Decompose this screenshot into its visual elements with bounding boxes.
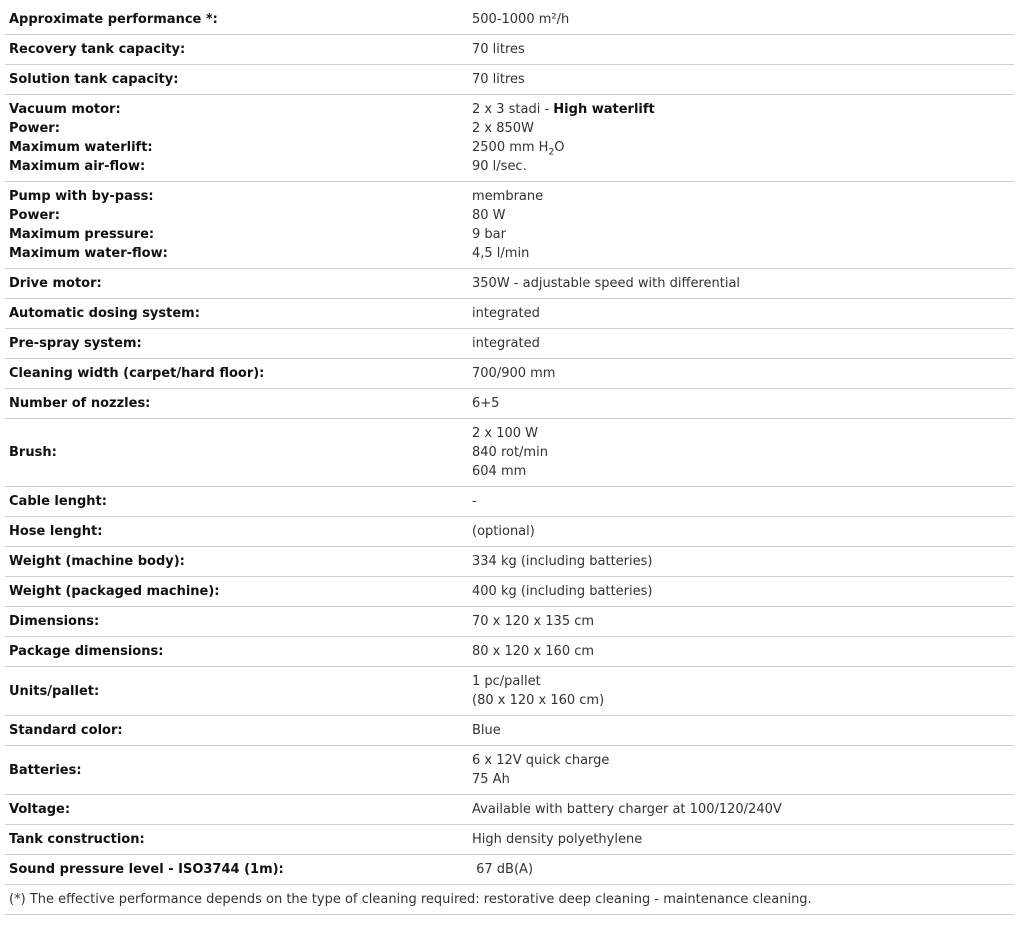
spec-value-cell [463,716,1014,746]
spec-label: Maximum water-flow: [9,246,168,261]
footnote: (*) The effective performance depends on the type of cleaning required: restorative deep cleaning - maintenance cleaning. [5,885,1014,915]
spec-label: Package dimensions: [9,644,164,659]
spec-value [472,138,1010,157]
spec-value-cell [463,95,1014,182]
spec-value-cell [463,825,1014,855]
spec-value-cell [463,389,1014,419]
spec-label-cell [5,577,463,607]
footnote-row [5,885,1014,915]
spec-label: Units/pallet: [9,683,100,699]
spec-label-cell [5,825,463,855]
waterlift-value: 2500 mm H [472,140,549,155]
spec-row [5,855,1014,885]
spec-row [5,637,1014,667]
spec-row [5,5,1014,35]
spec-row [5,182,1014,269]
spec-row [5,389,1014,419]
spec-value: 70 litres [472,42,525,57]
spec-value: integrated [472,336,540,351]
spec-row [5,419,1014,487]
spec-label: Power: [9,208,60,223]
spec-label-cell [5,637,463,667]
spec-value-cell [463,5,1014,35]
spec-value-cell [463,65,1014,95]
spec-row [5,547,1014,577]
spec-label: Approximate performance *: [9,12,218,27]
spec-label-cell [5,269,463,299]
spec-value-cell [463,637,1014,667]
spec-label-cell [5,95,463,182]
spec-value: 2 x 850W [472,121,534,136]
spec-label-cell [5,517,463,547]
spec-label-cell [5,419,463,487]
spec-label: Automatic dosing system: [9,306,200,321]
spec-value-cell [463,299,1014,329]
spec-row [5,746,1014,795]
spec-value-cell [463,795,1014,825]
spec-row [5,517,1014,547]
spec-value-cell [463,359,1014,389]
spec-value-cell [463,487,1014,517]
spec-value-cell [463,667,1014,716]
spec-label-cell [5,299,463,329]
spec-label-cell [5,487,463,517]
spec-value-cell [463,577,1014,607]
spec-label-cell [5,329,463,359]
spec-label-cell [5,359,463,389]
spec-value: 67 dB(A) [472,862,534,877]
spec-row [5,716,1014,746]
spec-label: Dimensions: [9,614,100,629]
spec-value: Available with battery charger at 100/120/240V [472,802,782,817]
spec-value: (optional) [472,524,535,539]
spec-label-cell [5,5,463,35]
spec-label: Batteries: [9,762,82,778]
spec-label: Brush: [9,445,57,460]
spec-label-cell [5,855,463,885]
spec-row [5,95,1014,182]
vacuum-waterlift-type: High waterlift [553,102,655,117]
spec-value: 80 x 120 x 160 cm [472,644,595,659]
spec-value: 4,5 l/min [472,246,530,261]
spec-value [472,100,1010,119]
spec-label-cell [5,746,463,795]
spec-label: Pre-spray system: [9,336,142,351]
spec-value: - [472,494,477,509]
spec-label-cell [5,182,463,269]
spec-row [5,35,1014,65]
spec-row [5,269,1014,299]
waterlift-unit: O [554,140,565,155]
spec-table [5,5,1014,915]
spec-value-cell [463,182,1014,269]
spec-label: Weight (machine body): [9,554,185,569]
spec-label-cell [5,35,463,65]
spec-label: Power: [9,121,60,136]
spec-value: membrane [472,189,544,204]
spec-value: High density polyethylene [472,832,643,847]
spec-label: Cable lenght: [9,494,107,509]
spec-value-cell [463,517,1014,547]
spec-value-cell [463,35,1014,65]
spec-label: Sound pressure level - ISO3744 (1m): [9,862,284,877]
spec-value: Blue [472,723,501,738]
spec-value: 80 W [472,208,506,223]
spec-row [5,667,1014,716]
spec-label: Standard color: [9,723,123,738]
spec-label: Drive motor: [9,276,102,291]
spec-value: 2 x 100 W [472,426,539,441]
spec-row [5,577,1014,607]
spec-label-cell [5,65,463,95]
spec-label-cell [5,795,463,825]
spec-label-cell [5,716,463,746]
spec-value-cell [463,607,1014,637]
spec-row [5,607,1014,637]
spec-label: Recovery tank capacity: [9,42,186,57]
spec-label: Vacuum motor: [9,102,121,117]
spec-label-cell [5,547,463,577]
spec-value: 70 x 120 x 135 cm [472,614,595,629]
spec-value: 334 kg (including batteries) [472,554,653,569]
spec-label-cell [5,667,463,716]
spec-label: Maximum air-flow: [9,159,146,174]
spec-value: 6 x 12V quick charge [472,753,610,768]
spec-label: Number of nozzles: [9,396,151,411]
spec-label: Tank construction: [9,832,145,847]
spec-value: 75 Ah [472,772,510,787]
spec-label: Hose lenght: [9,524,103,539]
spec-value: integrated [472,306,540,321]
spec-value: 1 pc/pallet [472,674,541,689]
spec-value-cell [463,329,1014,359]
spec-value-cell [463,547,1014,577]
spec-value-cell [463,419,1014,487]
spec-value: 6+5 [472,396,500,411]
spec-row [5,329,1014,359]
spec-value: 90 l/sec. [472,159,527,174]
spec-label: Solution tank capacity: [9,72,179,87]
spec-label: Maximum waterlift: [9,140,153,155]
spec-value: 350W - adjustable speed with differential [472,276,741,291]
spec-value: 500-1000 m²/h [472,12,570,27]
spec-value: 840 rot/min [472,445,548,460]
spec-row [5,795,1014,825]
spec-value: 70 litres [472,72,525,87]
spec-label: Weight (packaged machine): [9,584,220,599]
waterlift-subscript: 2 [548,147,555,158]
spec-value-cell [463,855,1014,885]
spec-row [5,299,1014,329]
spec-value: 604 mm [472,464,527,479]
spec-row [5,825,1014,855]
spec-label: Voltage: [9,802,71,817]
spec-label-cell [5,389,463,419]
spec-row [5,65,1014,95]
spec-value: 700/900 mm [472,366,556,381]
spec-row [5,359,1014,389]
spec-value: (80 x 120 x 160 cm) [472,693,605,708]
spec-row [5,487,1014,517]
spec-value-cell [463,746,1014,795]
spec-value: 400 kg (including batteries) [472,584,653,599]
spec-label: Pump with by-pass: [9,189,154,204]
spec-value-cell [463,269,1014,299]
spec-value: 9 bar [472,227,506,242]
vacuum-stages: 2 x 3 stadi - [472,102,554,117]
spec-label: Maximum pressure: [9,227,155,242]
spec-label: Cleaning width (carpet/hard floor): [9,366,265,381]
spec-label-cell [5,607,463,637]
